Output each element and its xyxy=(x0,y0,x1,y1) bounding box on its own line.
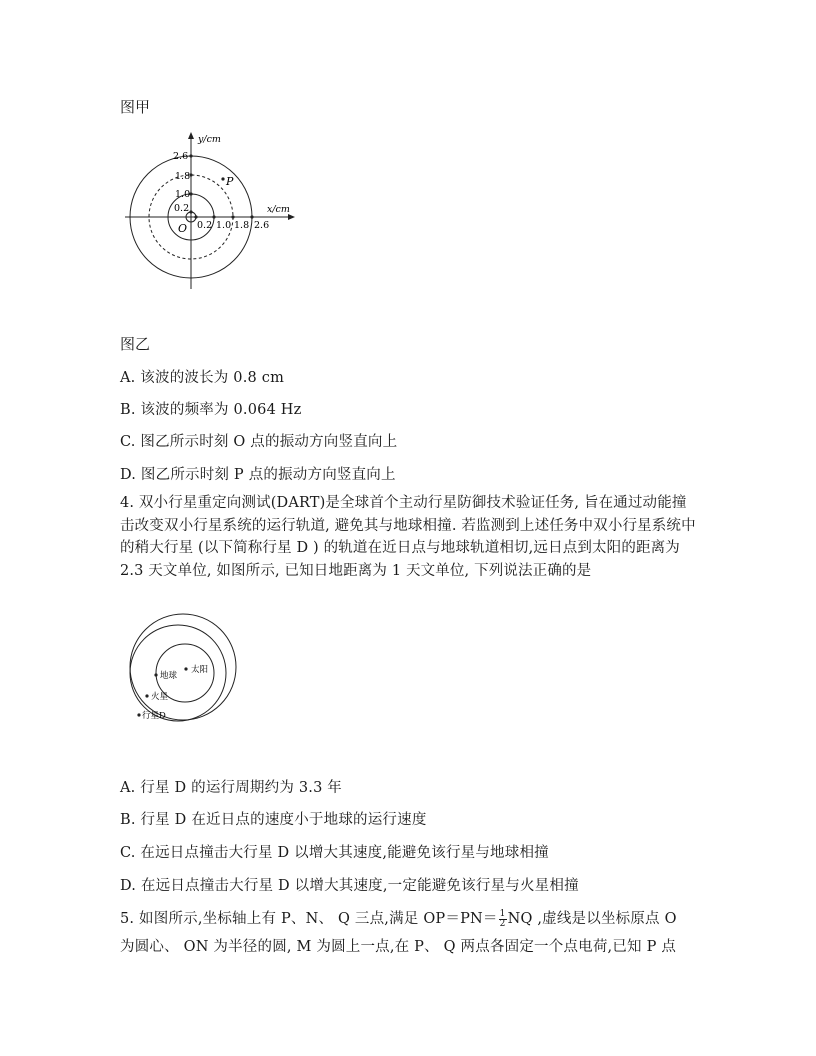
point-p-label: P xyxy=(226,175,234,188)
mars-label: 火星 xyxy=(151,692,169,702)
q4-option-c: C. 在远日点撞击大行星 D 以增大其速度,能避免该行星与地球相撞 xyxy=(120,845,549,861)
earth-dot xyxy=(154,673,157,676)
y-tick-1.8: 1.8 xyxy=(175,171,191,182)
fraction-numerator: 1 xyxy=(499,908,506,919)
q3-option-c: C. 图乙所示时刻 O 点的振动方向竖直向上 xyxy=(120,434,398,450)
x-tick-1.0: 1.0 xyxy=(216,220,232,231)
figure-b-caption: 图乙 xyxy=(120,335,151,353)
x-tick-1.8: 1.8 xyxy=(234,220,250,231)
sun-dot xyxy=(184,667,187,670)
mars-dot xyxy=(145,694,148,697)
q4-option-d: D. 在远日点撞击大行星 D 以增大其速度,一定能避免该行星与火星相撞 xyxy=(120,878,579,894)
point-p-dot xyxy=(221,177,224,180)
origin-label: O xyxy=(178,222,188,235)
planet-d-dot xyxy=(137,713,140,716)
y-tick-1.0: 1.0 xyxy=(175,189,191,200)
q4-option-b: B. 行星 D 在近日点的速度小于地球的运行速度 xyxy=(120,812,427,828)
question-4-stem: 4. 双小行星重定向测试(DART)是全球首个主动行星防御技术验证任务, 旨在通过动能撞击改变双小行星系统的运行轨道, 避免其与地球相撞. 若监测到上述任务中双小行星系统中的稍大行星 (以下简称行星 D ) 的轨道在近日点与地球轨道相切,远日点到太阳的距离为 2.3 天文单位, 如图所示, 已知日地距离为 1 天文单位, 下列说法正确的是 xyxy=(120,495,696,579)
x-dot-1.8 xyxy=(231,215,234,218)
y-axis-arrow xyxy=(188,132,194,139)
y-tick-0.2: 0.2 xyxy=(174,203,190,214)
figure-a-caption: 图甲 xyxy=(120,98,151,116)
x-tick-2.6: 2.6 xyxy=(254,220,270,231)
q3-option-d: D. 图乙所示时刻 P 点的振动方向竖直向上 xyxy=(120,467,396,483)
earth-label: 地球 xyxy=(160,671,178,681)
q5-text-part-1: 5. 如图所示,坐标轴上有 P、N、 Q 三点,满足 OP＝PN＝ xyxy=(120,911,498,927)
orbit-diagram xyxy=(118,610,243,725)
x-dot-2.6 xyxy=(250,215,253,218)
y-dot-2.6 xyxy=(189,154,192,157)
mars-orbit xyxy=(130,625,226,721)
planet-d-orbit xyxy=(130,614,236,720)
q3-option-b: B. 该波的频率为 0.064 Hz xyxy=(120,402,302,418)
y-dot-0.2 xyxy=(189,210,192,213)
wave-circle-diagram xyxy=(110,125,310,295)
y-tick-2.6: 2.6 xyxy=(173,151,189,162)
fraction-denominator: 2 xyxy=(499,918,506,929)
question-5-line-2: 为圆心、 ON 为半径的圆, M 为圆上一点,在 P、 Q 两点各固定一个点电荷,已知 P 点 xyxy=(120,939,677,955)
x-dot-1.0 xyxy=(212,215,215,218)
sun-label: 太阳 xyxy=(191,665,209,675)
x-tick-0.2: 0.2 xyxy=(197,220,213,231)
x-axis-label: x/cm xyxy=(267,204,290,215)
y-axis-label: y/cm xyxy=(198,134,221,145)
question-5-line-1 xyxy=(120,907,677,929)
q5-text-part-2: NQ ,虚线是以坐标原点 O xyxy=(507,911,677,927)
q4-option-a: A. 行星 D 的运行周期约为 3.3 年 xyxy=(120,780,343,796)
x-dot-0.2 xyxy=(194,215,197,218)
q3-option-a: A. 该波的波长为 0.8 cm xyxy=(120,370,285,386)
planet-d-label: 行星D xyxy=(142,711,166,721)
fraction-one-half xyxy=(499,910,507,929)
